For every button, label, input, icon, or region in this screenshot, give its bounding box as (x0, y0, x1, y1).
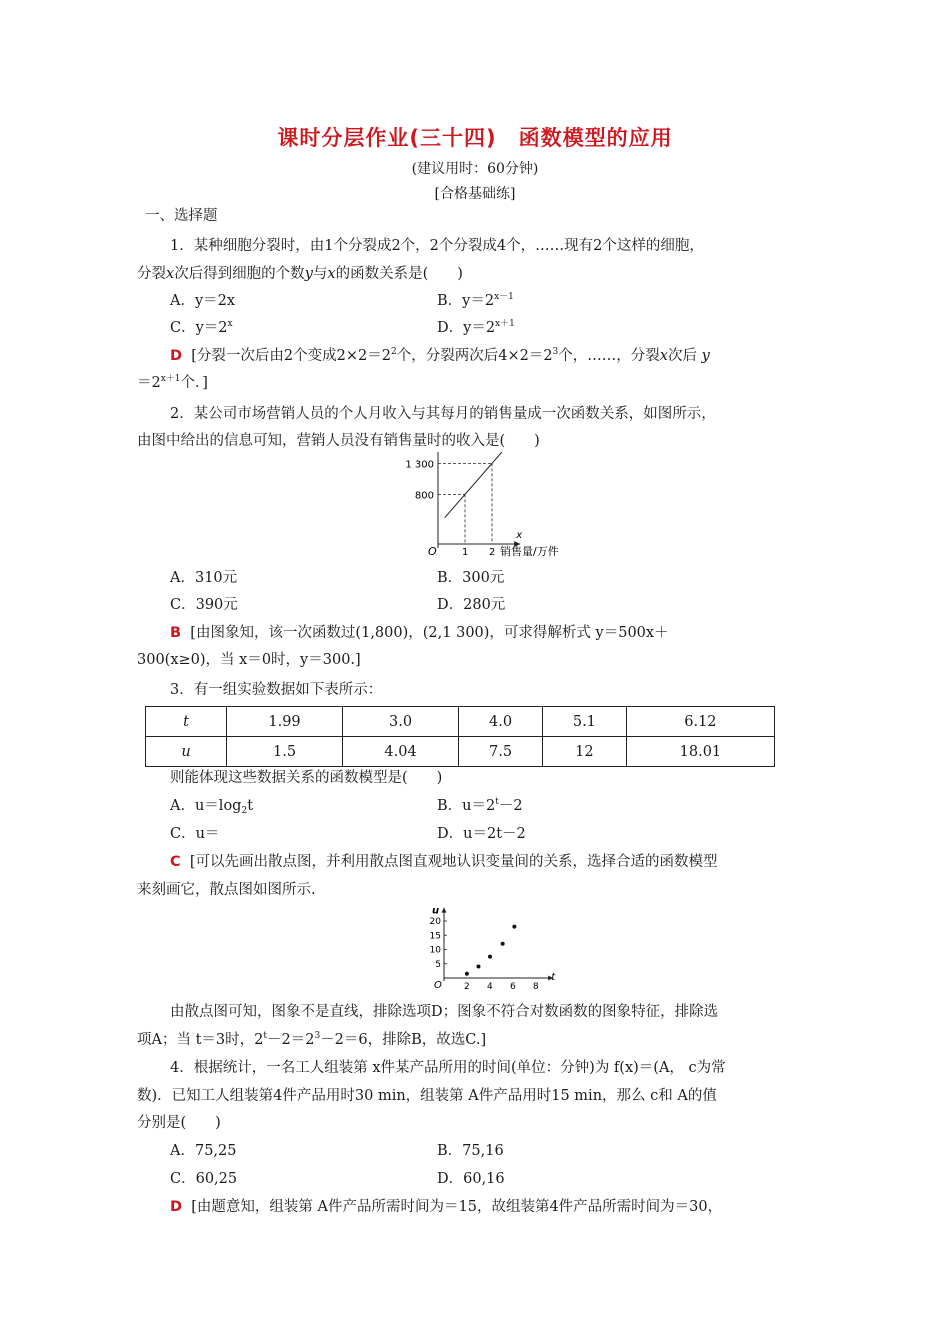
x-axis-label: 销售量/万件 (500, 545, 559, 558)
table-cell: 12 (542, 737, 626, 767)
scatter-point (501, 942, 505, 946)
origin-label: O (428, 545, 437, 558)
y-tick-label: 800 (414, 490, 434, 502)
table-cell: 18.01 (626, 737, 774, 767)
time-note: (建议用时：60分钟) (411, 161, 539, 177)
q4-stem-line3: 分别是( ) (137, 1115, 221, 1131)
q1-option-a: A．y＝2x (170, 293, 236, 309)
q2-option-d: D．280元 (437, 597, 506, 613)
page-title: 课时分层作业(三十四) 函数模型的应用 (277, 126, 673, 150)
data-line (445, 452, 504, 518)
x-tick-label: 1 (462, 547, 469, 558)
origin-label: O (434, 980, 442, 991)
q3-explanation-line4: 项A；当 t＝3时，$2^t-2=2^3-2=6$，排除B，故选C.] (137, 1031, 487, 1048)
table-cell: 7.5 (459, 737, 543, 767)
q4-option-d: D．60,16 (437, 1171, 505, 1187)
table-cell: 1.5 (227, 737, 343, 767)
y-tick-label: 15 (429, 931, 441, 942)
table-cell: t (146, 707, 227, 737)
scatter-point (488, 955, 492, 959)
income-sales-chart (400, 452, 580, 564)
q4-option-a: A．75,25 (170, 1143, 237, 1159)
q2-stem-line2: 由图中给出的信息可知，营销人员没有销售量时的收入是( ) (137, 433, 540, 449)
q2-answer: B (170, 625, 182, 641)
scatter-plot (420, 906, 570, 996)
y-axis-label (443, 452, 480, 453)
x-tick-label: 4 (487, 982, 493, 992)
table-cell: 4.0 (459, 707, 543, 737)
table-cell: 3.0 (343, 707, 459, 737)
x-tick-label: 8 (533, 982, 539, 992)
section-heading: [合格基础练] (434, 186, 516, 202)
q1-option-d: D．$y=2^{x+1}$ (437, 319, 515, 336)
x-tick-label: 6 (510, 982, 516, 992)
q1-option-c: C．$y=2^x$ (170, 319, 233, 336)
scatter-point (465, 972, 469, 976)
x-tick-label: 2 (489, 547, 496, 558)
q2-option-b: B．300元 (437, 570, 505, 586)
q3-explanation-line1: C [可以先画出散点图，并利用散点图直观地认识变量间的关系，选择合适的函数模型 (170, 854, 718, 870)
q4-explanation-line1: D [由题意知，组装第 A件产品所需时间为＝15，故组装第4件产品所需时间为＝30， (170, 1199, 723, 1215)
q4-stem-line2: 数)．已知工人组装第4件产品用时30 min，组装第 A件产品用时15 min，那么 c和 A的值 (137, 1088, 717, 1104)
q4-option-b: B．75,16 (437, 1143, 504, 1159)
q4-stem-line1: 4．根据统计，一名工人组装第 x件某产品所用的时间(单位：分钟)为 f(x)＝(A， c为常 (170, 1060, 726, 1076)
q1-explanation-line2: $=2^{x+1}$个．] (137, 374, 208, 391)
table-cell: 5.1 (542, 707, 626, 737)
y-axis-arrow (442, 908, 447, 913)
q1-stem-line2: 分裂x次后得到细胞的个数y与x的函数关系是( ) (137, 266, 463, 282)
x-axis-name: x (516, 530, 523, 541)
q2-explanation-line1: B [由图象知，该一次函数过(1,800)，(2,1 300)，可求得解析式 y＝500x＋ (170, 625, 669, 641)
scatter-point (477, 964, 481, 968)
x-axis-name: t (551, 972, 556, 983)
q3-option-b: B．$u=2^t-2$ (437, 797, 523, 814)
table-cell: 1.99 (227, 707, 343, 737)
y-tick-label: 10 (429, 945, 441, 956)
part-heading: 一、选择题 (145, 208, 218, 224)
table-cell: 4.04 (343, 737, 459, 767)
y-axis-name: u (432, 906, 440, 917)
q3-answer: C (170, 854, 181, 870)
q2-explanation-line2: 300(x≥0)，当 x＝0时，y＝300.] (137, 652, 361, 668)
table-row-u (146, 737, 775, 767)
q3-option-c: C．u＝ (170, 826, 220, 842)
q1-stem-line1: 1．某种细胞分裂时，由1个分裂成2个，2个分裂成4个，……现有2个这样的细胞， (170, 238, 704, 254)
data-table (145, 706, 775, 767)
table-cell: u (146, 737, 227, 767)
q2-option-a: A．310元 (170, 570, 238, 586)
y-tick-label: 20 (429, 917, 441, 927)
y-tick-label: 1 300 (405, 459, 434, 471)
q3-stem2: 则能体现这些数据关系的函数模型是( ) (170, 770, 443, 786)
x-tick-label: 2 (464, 982, 470, 992)
q2-stem-line1: 2．某公司市场营销人员的个人月收入与其每月的销售量成一次函数关系，如图所示， (170, 406, 716, 422)
scatter-point (512, 925, 516, 929)
q3-stem: 3．有一组实验数据如下表所示： (170, 682, 383, 698)
table-cell: 6.12 (626, 707, 774, 737)
q3-explanation-line3: 由散点图可知，图象不是直线，排除选项D；图象不符合对数函数的图象特征，排除选 (170, 1004, 719, 1020)
table-row-t (146, 707, 775, 737)
q1-answer: D (170, 348, 183, 364)
q3-option-a: A．$u=\log_2t$ (170, 798, 254, 816)
q2-option-c: C．390元 (170, 597, 238, 613)
q1-option-b: B．$y=2^{x-1}$ (437, 292, 514, 309)
q3-explanation-line2: 来刻画它，散点图如图所示. (137, 882, 316, 898)
q4-option-c: C．60,25 (170, 1171, 238, 1187)
q3-option-d: D．u＝2t－2 (437, 826, 526, 842)
y-tick-label: 5 (435, 959, 441, 970)
q4-answer: D (170, 1199, 183, 1215)
q1-explanation-line1: D [分裂一次后由2个变成$2\times 2=2^2$个，分裂两次后$4\times 2=2^3$个，……，分裂x次后 y (170, 347, 710, 364)
